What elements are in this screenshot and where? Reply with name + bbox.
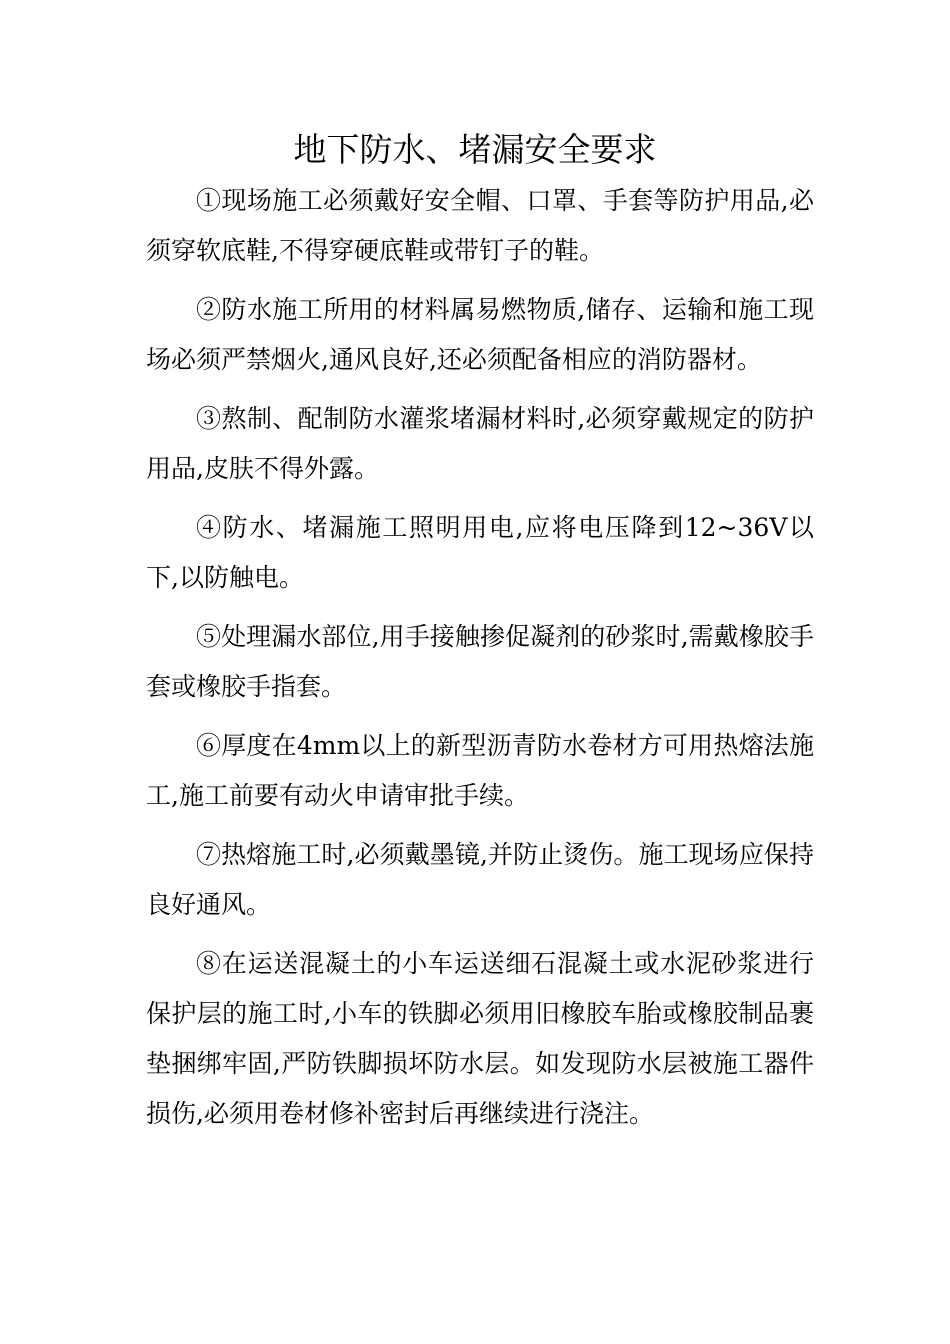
document-body xyxy=(146,176,814,1148)
paragraph-5: ⑤处理漏水部位,用手接触掺促凝剂的砂浆时,需戴橡胶手套或橡胶手指套。 xyxy=(146,622,814,701)
paragraph-7: ⑦热熔施工时,必须戴墨镜,并防止烫伤。施工现场应保持良好通风。 xyxy=(146,840,814,919)
paragraph-6: ⑥厚度在4mm以上的新型沥青防水卷材方可用热熔法施工,施工前要有动火申请审批手续。 xyxy=(146,731,814,810)
paragraph-4: ④防水、堵漏施工照明用电,应将电压降到12~36V以下,以防触电。 xyxy=(146,513,814,592)
paragraph-2: ②防水施工所用的材料属易燃物质,储存、运输和施工现场必须严禁烟火,通风良好,还必须配备相应的消防器材。 xyxy=(146,295,814,374)
paragraph-1: ①现场施工必须戴好安全帽、口罩、手套等防护用品,必须穿软底鞋,不得穿硬底鞋或带钉子的鞋。 xyxy=(146,186,814,265)
document-title: 地下防水、堵漏安全要求 xyxy=(293,130,657,169)
paragraph-3: ③熬制、配制防水灌浆堵漏材料时,必须穿戴规定的防护用品,皮肤不得外露。 xyxy=(146,404,814,483)
paragraph-8: ⑧在运送混凝土的小车运送细石混凝土或水泥砂浆进行保护层的施工时,小车的铁脚必须用旧橡胶车胎或橡胶制品裹垫捆绑牢固,严防铁脚损坏防水层。如发现防水层被施工器件损伤,必须用卷材修补密封后再继续进行浇注。 xyxy=(146,949,814,1128)
